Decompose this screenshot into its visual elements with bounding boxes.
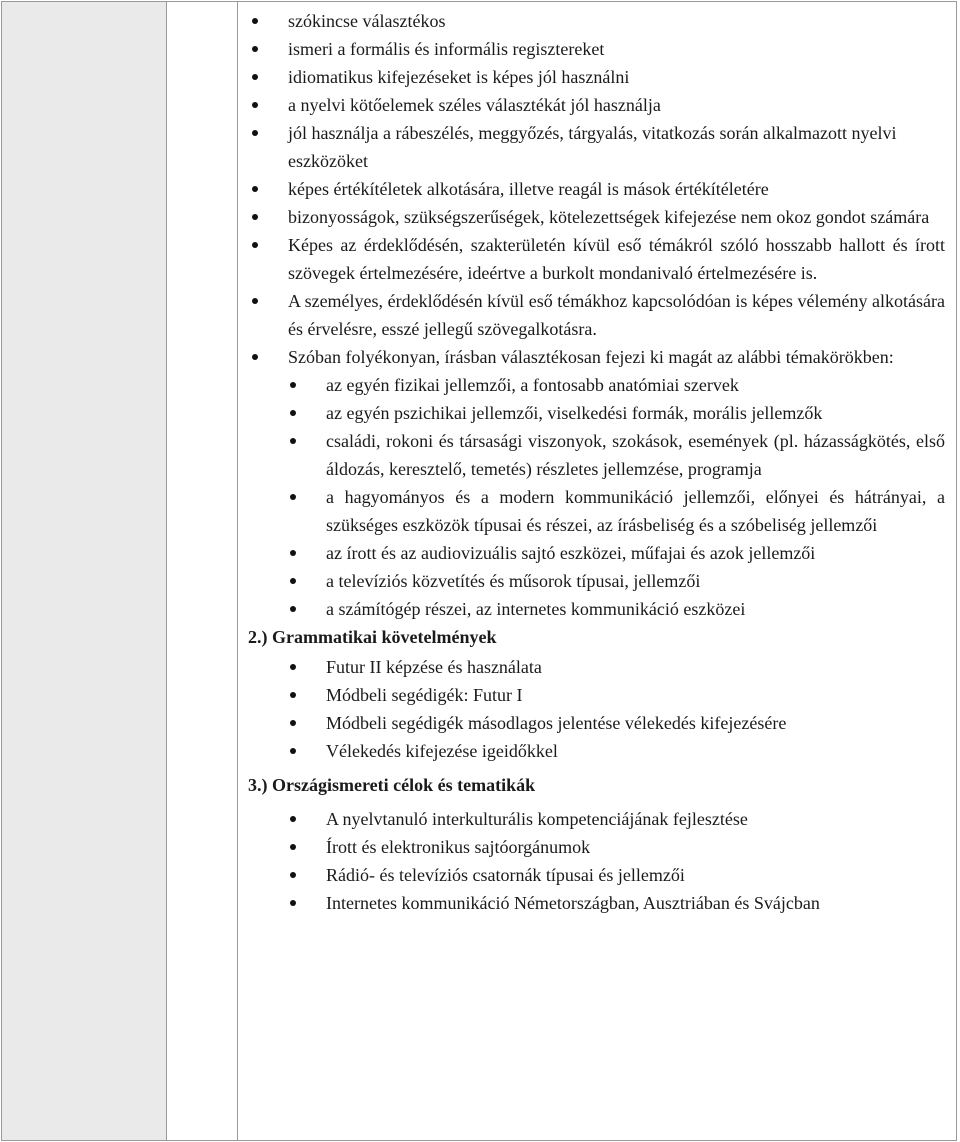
grammar-list <box>248 653 945 765</box>
list-item: családi, rokoni és társasági viszonyok, szokások, események (pl. házasságkötés, első áldozás, keresztelő, temetés) részletes jellemzése, programja <box>248 427 945 483</box>
bullet-icon <box>252 298 258 304</box>
list-item: az írott és az audiovizuális sajtó eszközei, műfajai és azok jellemzői <box>248 539 945 567</box>
list-item: A személyes, érdeklődésén kívül eső témákhoz kapcsolódóan is képes vélemény alkotására és érvelésre, esszé jellegű szövegalkotásra. <box>248 287 945 343</box>
bullet-icon <box>252 214 258 220</box>
list-item: az egyén fizikai jellemzői, a fontosabb anatómiai szervek <box>248 371 945 399</box>
bullet-icon <box>290 720 296 726</box>
list-item: a hagyományos és a modern kommunikáció jellemzői, előnyei és hátrányai, a szükséges eszközök típusai és részei, az írásbeliség és a szóbeliség jellemzői <box>248 483 945 539</box>
list-item: szókincse választékos <box>248 7 945 35</box>
list-item: a nyelvi kötőelemek széles választékát jól használja <box>248 91 945 119</box>
bullet-icon <box>290 692 296 698</box>
list-item: a számítógép részei, az internetes kommunikáció eszközei <box>248 595 945 623</box>
bullet-icon <box>290 816 296 822</box>
list-item: az egyén pszichikai jellemzői, viselkedési formák, morális jellemzők <box>248 399 945 427</box>
bullet-icon <box>290 550 296 556</box>
list-item: idiomatikus kifejezéseket is képes jól használni <box>248 63 945 91</box>
list-item: Vélekedés kifejezése igeidőkkel <box>248 737 945 765</box>
list-item: jól használja a rábeszélés, meggyőzés, tárgyalás, vitatkozás során alkalmazott nyelvi eszközöket <box>248 119 945 175</box>
bullet-icon <box>290 438 296 444</box>
topic-list <box>248 371 945 623</box>
bullet-icon <box>290 578 296 584</box>
list-item: Képes az érdeklődésén, szakterületén kívül eső témákról szóló hosszabb hallott és írott szövegek értelmezésére, ideértve a burkolt mondanivaló értelmezésére is. <box>248 231 945 287</box>
list-item: Rádió- és televíziós csatornák típusai és jellemzői <box>248 861 945 889</box>
list-item: a televíziós közvetítés és műsorok típusai, jellemzői <box>248 567 945 595</box>
competency-list <box>248 7 945 371</box>
list-item: ismeri a formális és informális regisztereket <box>248 35 945 63</box>
bullet-icon <box>290 606 296 612</box>
list-item: A nyelvtanuló interkulturális kompetenciájának fejlesztése <box>248 805 945 833</box>
bullet-icon <box>290 382 296 388</box>
bullet-icon <box>290 844 296 850</box>
bullet-icon <box>252 130 258 136</box>
bullet-icon <box>252 242 258 248</box>
bullet-icon <box>252 102 258 108</box>
list-item: Írott és elektronikus sajtóorgánumok <box>248 833 945 861</box>
table-cell-content <box>238 1 957 1141</box>
list-item: Módbeli segédigék: Futur I <box>248 681 945 709</box>
list-item: bizonyosságok, szükségszerűségek, kötelezettségek kifejezése nem okoz gondot számára <box>248 203 945 231</box>
section-heading-country-studies: 3.) Országismereti célok és tematikák <box>248 775 536 795</box>
table-cell-gray <box>1 1 167 1141</box>
bullet-icon <box>252 74 258 80</box>
bullet-icon <box>252 354 258 360</box>
table-cell-blank <box>167 1 238 1141</box>
bullet-icon <box>290 748 296 754</box>
country-studies-list <box>248 805 945 917</box>
bullet-icon <box>290 664 296 670</box>
bullet-icon <box>290 410 296 416</box>
bullet-icon <box>252 186 258 192</box>
list-item: Szóban folyékonyan, írásban választékosan fejezi ki magát az alábbi témakörökben: <box>248 343 945 371</box>
content-area <box>248 7 945 917</box>
list-item: Internetes kommunikáció Németországban, Ausztriában és Svájcban <box>248 889 945 917</box>
list-item: Módbeli segédigék másodlagos jelentése vélekedés kifejezésére <box>248 709 945 737</box>
bullet-icon <box>252 46 258 52</box>
bullet-icon <box>290 494 296 500</box>
bullet-icon <box>290 900 296 906</box>
bullet-icon <box>252 18 258 24</box>
section-heading-grammar: 2.) Grammatikai követelmények <box>248 627 497 647</box>
bullet-icon <box>290 872 296 878</box>
list-item: Futur II képzése és használata <box>248 653 945 681</box>
list-item: képes értékítéletek alkotására, illetve reagál is mások értékítéletére <box>248 175 945 203</box>
